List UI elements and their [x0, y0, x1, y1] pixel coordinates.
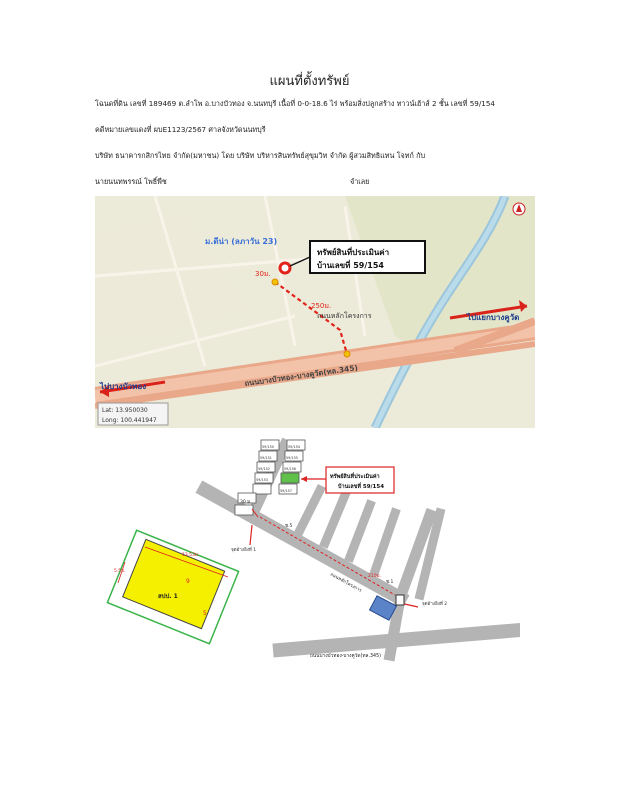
map-soi-label: ถนนหลักโครงการ [317, 312, 372, 320]
unit-label: 59/154 [288, 445, 300, 449]
ref-point-2-label: จุดอ้างอิงที่ 2 [422, 602, 448, 607]
subject-unit-marker [281, 473, 299, 483]
unit-label: 59/157 [280, 489, 292, 493]
sketch-soi-label: ถนนหลักโครงการ [329, 572, 363, 594]
pole-2-label: ช.1 [386, 580, 394, 585]
unit-label: 59/150 [262, 445, 274, 449]
sketch-property-label-2: บ้านเลขที่ 59/154 [338, 484, 385, 490]
page-title: แผนที่ตั้งทรัพย์ [269, 74, 350, 89]
map-distance-30: 30ม. [255, 270, 271, 278]
sketch-main-road-label: ถนนบางบัวทอง-บางคูวัด(ทล.345) [310, 654, 382, 659]
site-sketch [100, 435, 520, 670]
map-to-bangbuathong: ไปบางบัวทอง [100, 382, 147, 391]
sketch-distance-30: 30 ม. [240, 500, 252, 505]
plot-label: สปป. 1 [158, 593, 178, 600]
unit-label: 59/153 [256, 478, 268, 482]
defendant-name: นายนนทพรรณ์ โพธิ์พืช [95, 177, 167, 186]
map-to-bangkuwat: ไปแยกบางคูวัด [467, 313, 520, 322]
map-property-label-2: บ้านเลขที่ 59/154 [317, 261, 384, 270]
map-distance-250: 250ม. [311, 302, 332, 310]
pole-1-label: ช.5 [285, 524, 293, 529]
unit-label: 59/151 [260, 456, 272, 460]
unit-label: 59/155 [286, 456, 298, 460]
plot-width-label: 5.5ม. [114, 569, 126, 574]
longitude-label: Long: 100.441947 [102, 417, 157, 424]
defendant-role: จำเลย [350, 177, 370, 186]
deed-line: โฉนดที่ดิน เลขที่ 189469 ต.ลำโพ อ.บางบัวทอง จ.นนทบุรี เนื้อที่ 0-0-18.6 ไร่ พร้อมสิ่งปลูกสร้าง ทาวน์เฮ้าส์ 2 ชั้น เลขที่ 59/154 [95, 99, 495, 108]
sketch-canvas [100, 435, 520, 670]
plot-side-5: 5 [203, 610, 207, 617]
map-canvas [95, 196, 535, 428]
unit-label: 59/152 [258, 467, 270, 471]
sketch-property-label-1: ทรัพย์สินที่ประเมินค่า [330, 474, 380, 480]
plot-length-label: 13.53ม. [182, 553, 200, 558]
plaintiff-line: บริษัท ธนาคารกสิกรไทย จำกัด(มหาชน) โดย บริษัท บริหารสินทรัพย์สุขุมวิท จำกัด ผู้สวมสิทธิแทน โจทก์ กับ [95, 151, 426, 160]
location-map [95, 196, 535, 428]
case-line: คดีหมายเลขแดงที่ ผบE1123/2567 ศาลจังหวัดนนทบุรี [95, 125, 266, 134]
unit-label: 59/156 [284, 467, 296, 471]
plot-side-9: 9 [186, 578, 190, 585]
village-label: ม.ดีน่า (ลภาวัน 23) [205, 237, 278, 246]
map-property-label-1: ทรัพย์สินที่ประเมินค่า [317, 248, 390, 257]
latitude-label: Lat: 13.950030 [102, 407, 148, 414]
ref-point-1-label: จุดอ้างอิงที่ 1 [231, 548, 257, 553]
map-main-road-label: ถนนบางบัวทอง-บางคูวัด(ทล.345) [244, 363, 359, 388]
sketch-distance-210: 210ม. [368, 574, 381, 579]
